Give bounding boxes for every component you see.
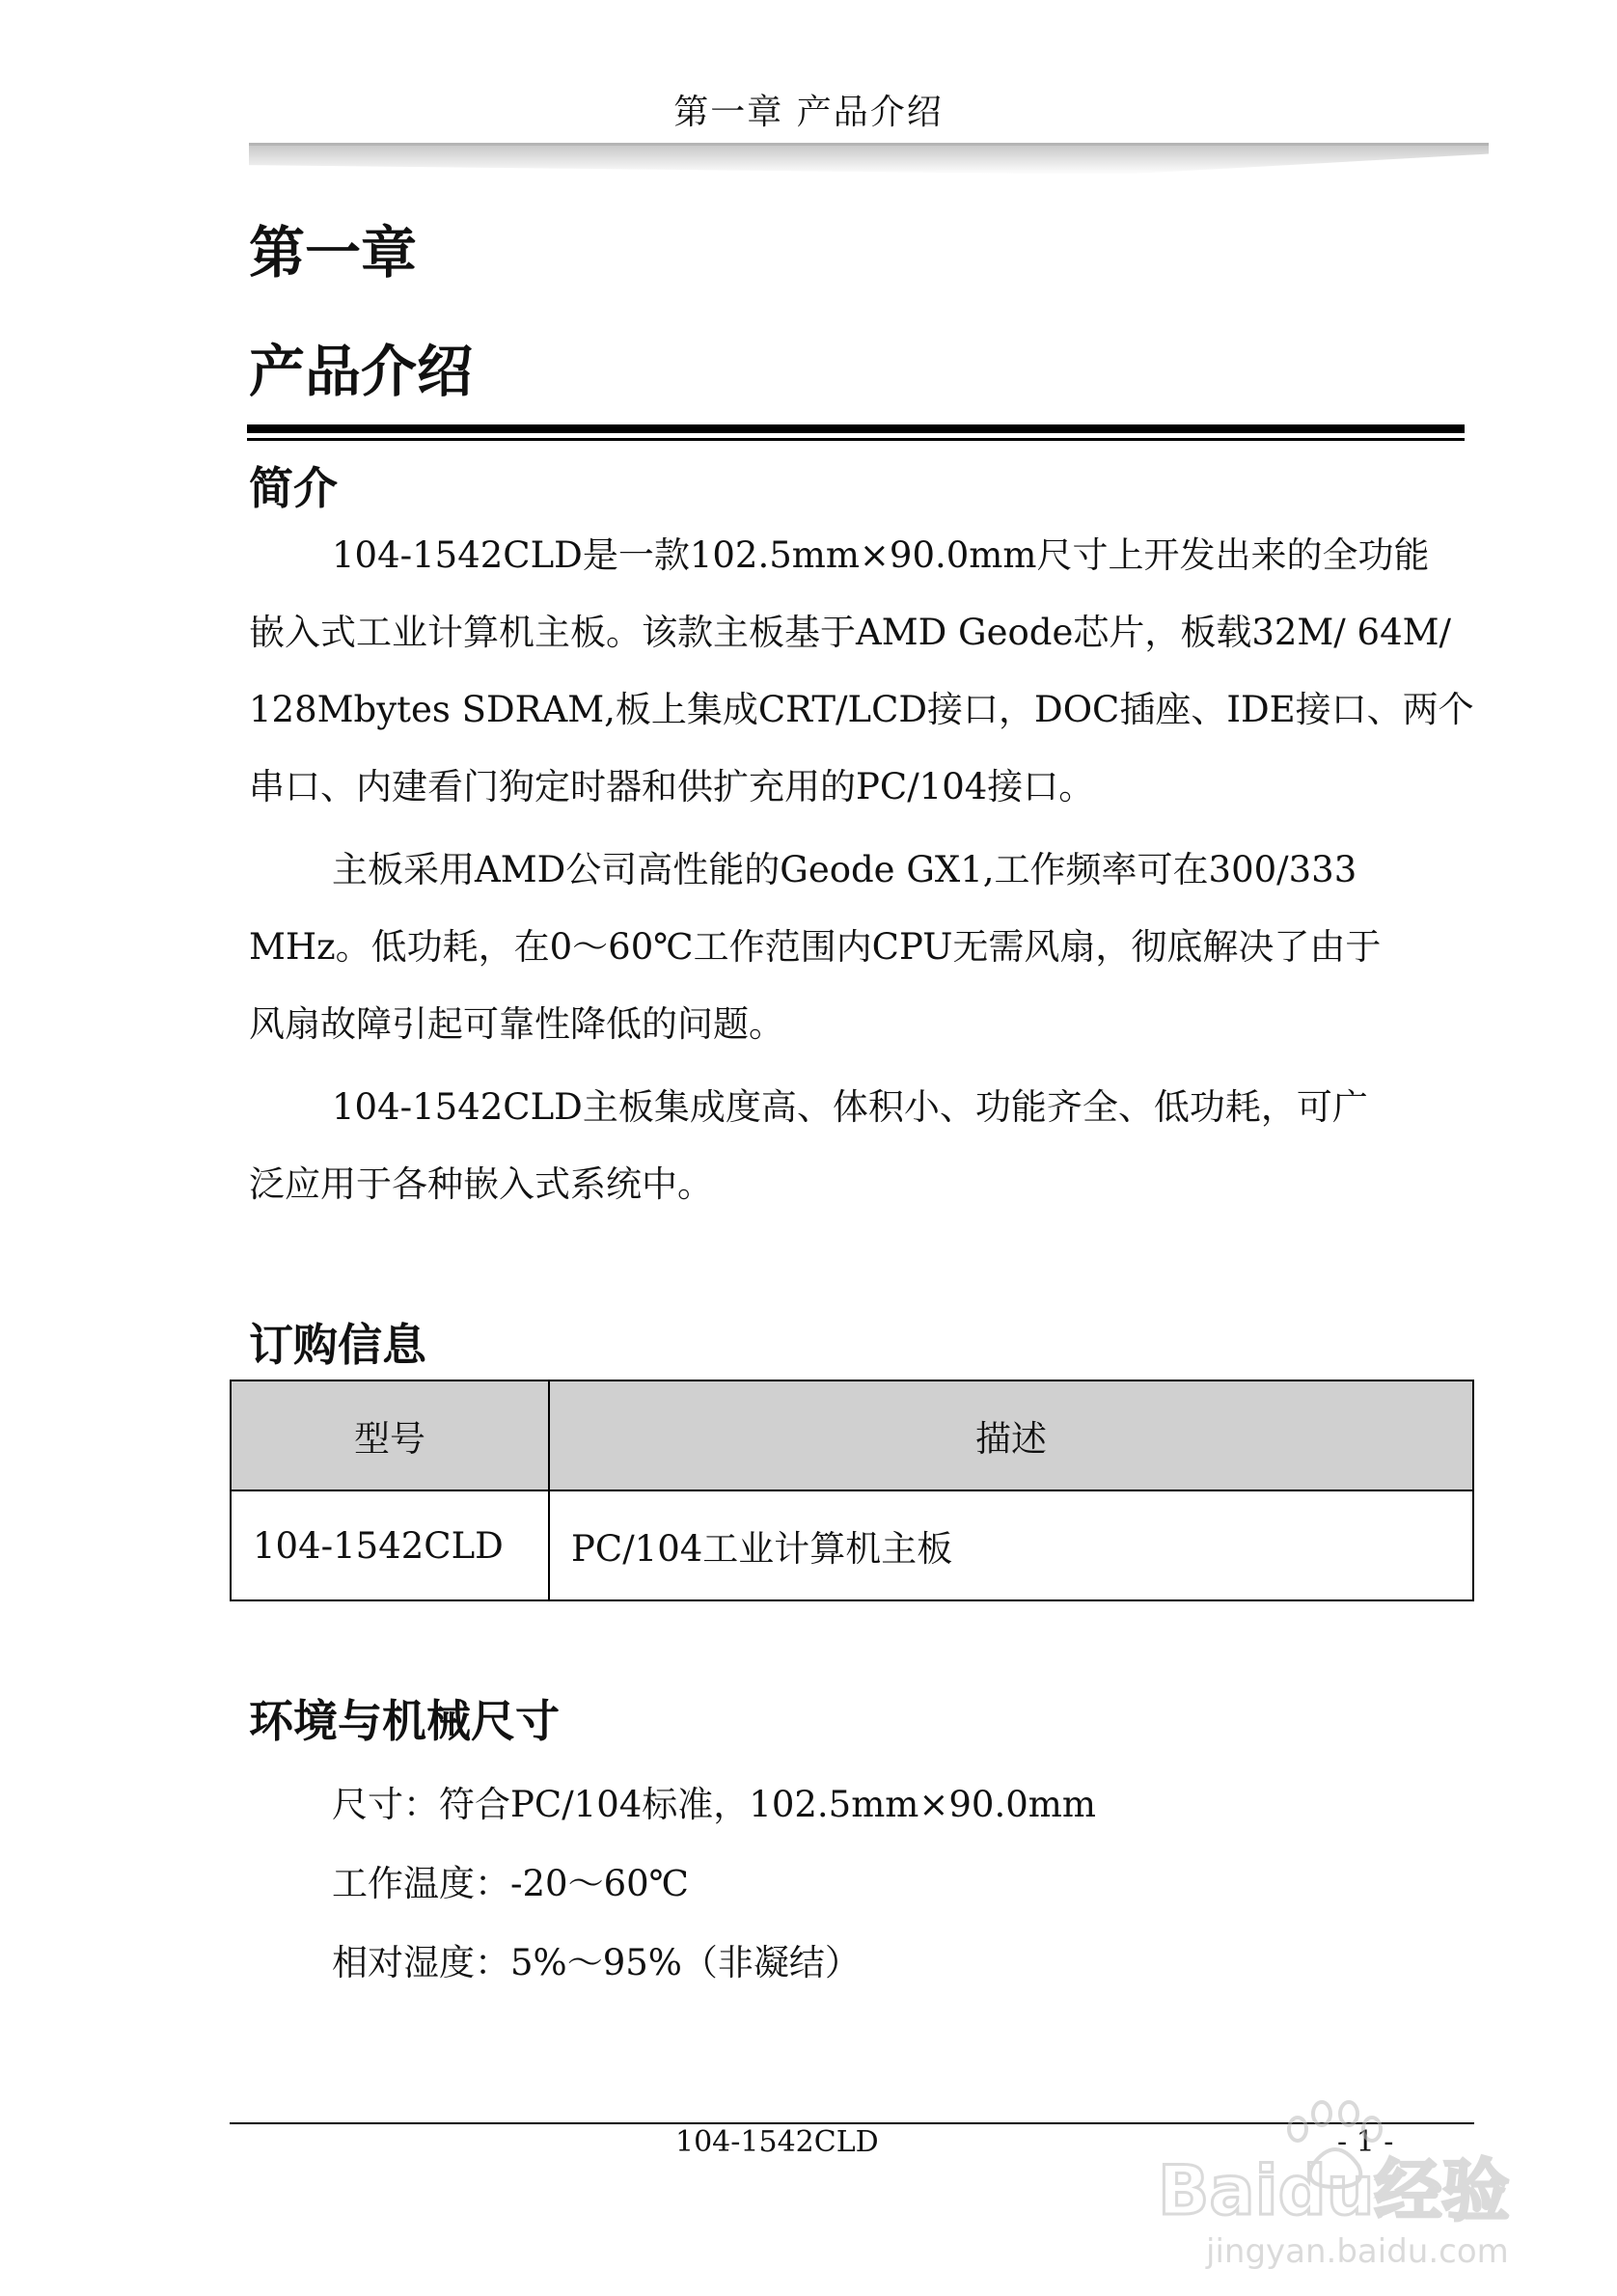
ordering-table: [230, 1380, 1474, 1601]
paragraph-line: 嵌入式工业计算机主板。该款主板基于AMD Geode芯片，板载32M/ 64M/: [249, 612, 1451, 653]
watermark-brand: Baidu经验: [1158, 2151, 1510, 2230]
intro-heading: 简介: [249, 462, 338, 514]
column-header-model: 型号: [231, 1380, 549, 1490]
intro-paragraph-2: [249, 832, 1465, 1063]
paragraph-line: MHz。低功耗，在0～60℃工作范围内CPU无需风扇，彻底解决了由于: [249, 926, 1382, 968]
table-header-row: [231, 1380, 1473, 1490]
watermark-url: jingyan.baidu.com: [1206, 2232, 1509, 2271]
cell-description: PC/104工业计算机主板: [549, 1490, 1473, 1600]
title-rule-thin: [247, 438, 1465, 441]
header-rule: [249, 143, 1489, 175]
spec-operating-temp: 工作温度：-20～60℃: [332, 1863, 690, 1904]
paragraph-line: 风扇故障引起可靠性降低的问题。: [249, 1003, 784, 1045]
paragraph-line: 泛应用于各种嵌入式系统中。: [249, 1163, 713, 1205]
cell-model: 104-1542CLD: [231, 1490, 549, 1600]
paragraph-line: 104-1542CLD主板集成度高、体积小、功能齐全、低功耗，可广: [332, 1086, 1368, 1128]
paragraph-line: 104-1542CLD是一款102.5mm×90.0mm尺寸上开发出来的全功能: [332, 534, 1430, 576]
paragraph-line: 主板采用AMD公司高性能的Geode GX1,工作频率可在300/333: [332, 849, 1357, 890]
spec-size: 尺寸：符合PC/104标准，102.5mm×90.0mm: [332, 1784, 1096, 1825]
paragraph-line: 128Mbytes SDRAM,板上集成CRT/LCD接口，DOC插座、IDE接口、两个: [249, 689, 1474, 730]
intro-paragraph-3: [249, 1069, 1465, 1223]
environment-heading: 环境与机械尺寸: [249, 1695, 560, 1747]
spec-humidity: 相对湿度：5%～95%（非凝结）: [332, 1942, 861, 1983]
chapter-label: 第一章: [249, 220, 418, 286]
paragraph-line: 串口、内建看门狗定时器和供扩充用的PC/104接口。: [249, 766, 1095, 807]
chapter-title: 产品介绍: [249, 339, 474, 404]
footer-model: 104-1542CLD: [675, 2125, 879, 2159]
baidu-watermark-logo: [1148, 2069, 1534, 2272]
table-row: [231, 1490, 1473, 1600]
intro-paragraph-1: [249, 517, 1474, 826]
footer-page-number: - 1 -: [1337, 2125, 1394, 2159]
running-header: 第一章 产品介绍: [673, 93, 944, 132]
title-rule-thick: [247, 424, 1465, 433]
ordering-heading: 订购信息: [249, 1319, 426, 1371]
column-header-description: 描述: [549, 1380, 1473, 1490]
